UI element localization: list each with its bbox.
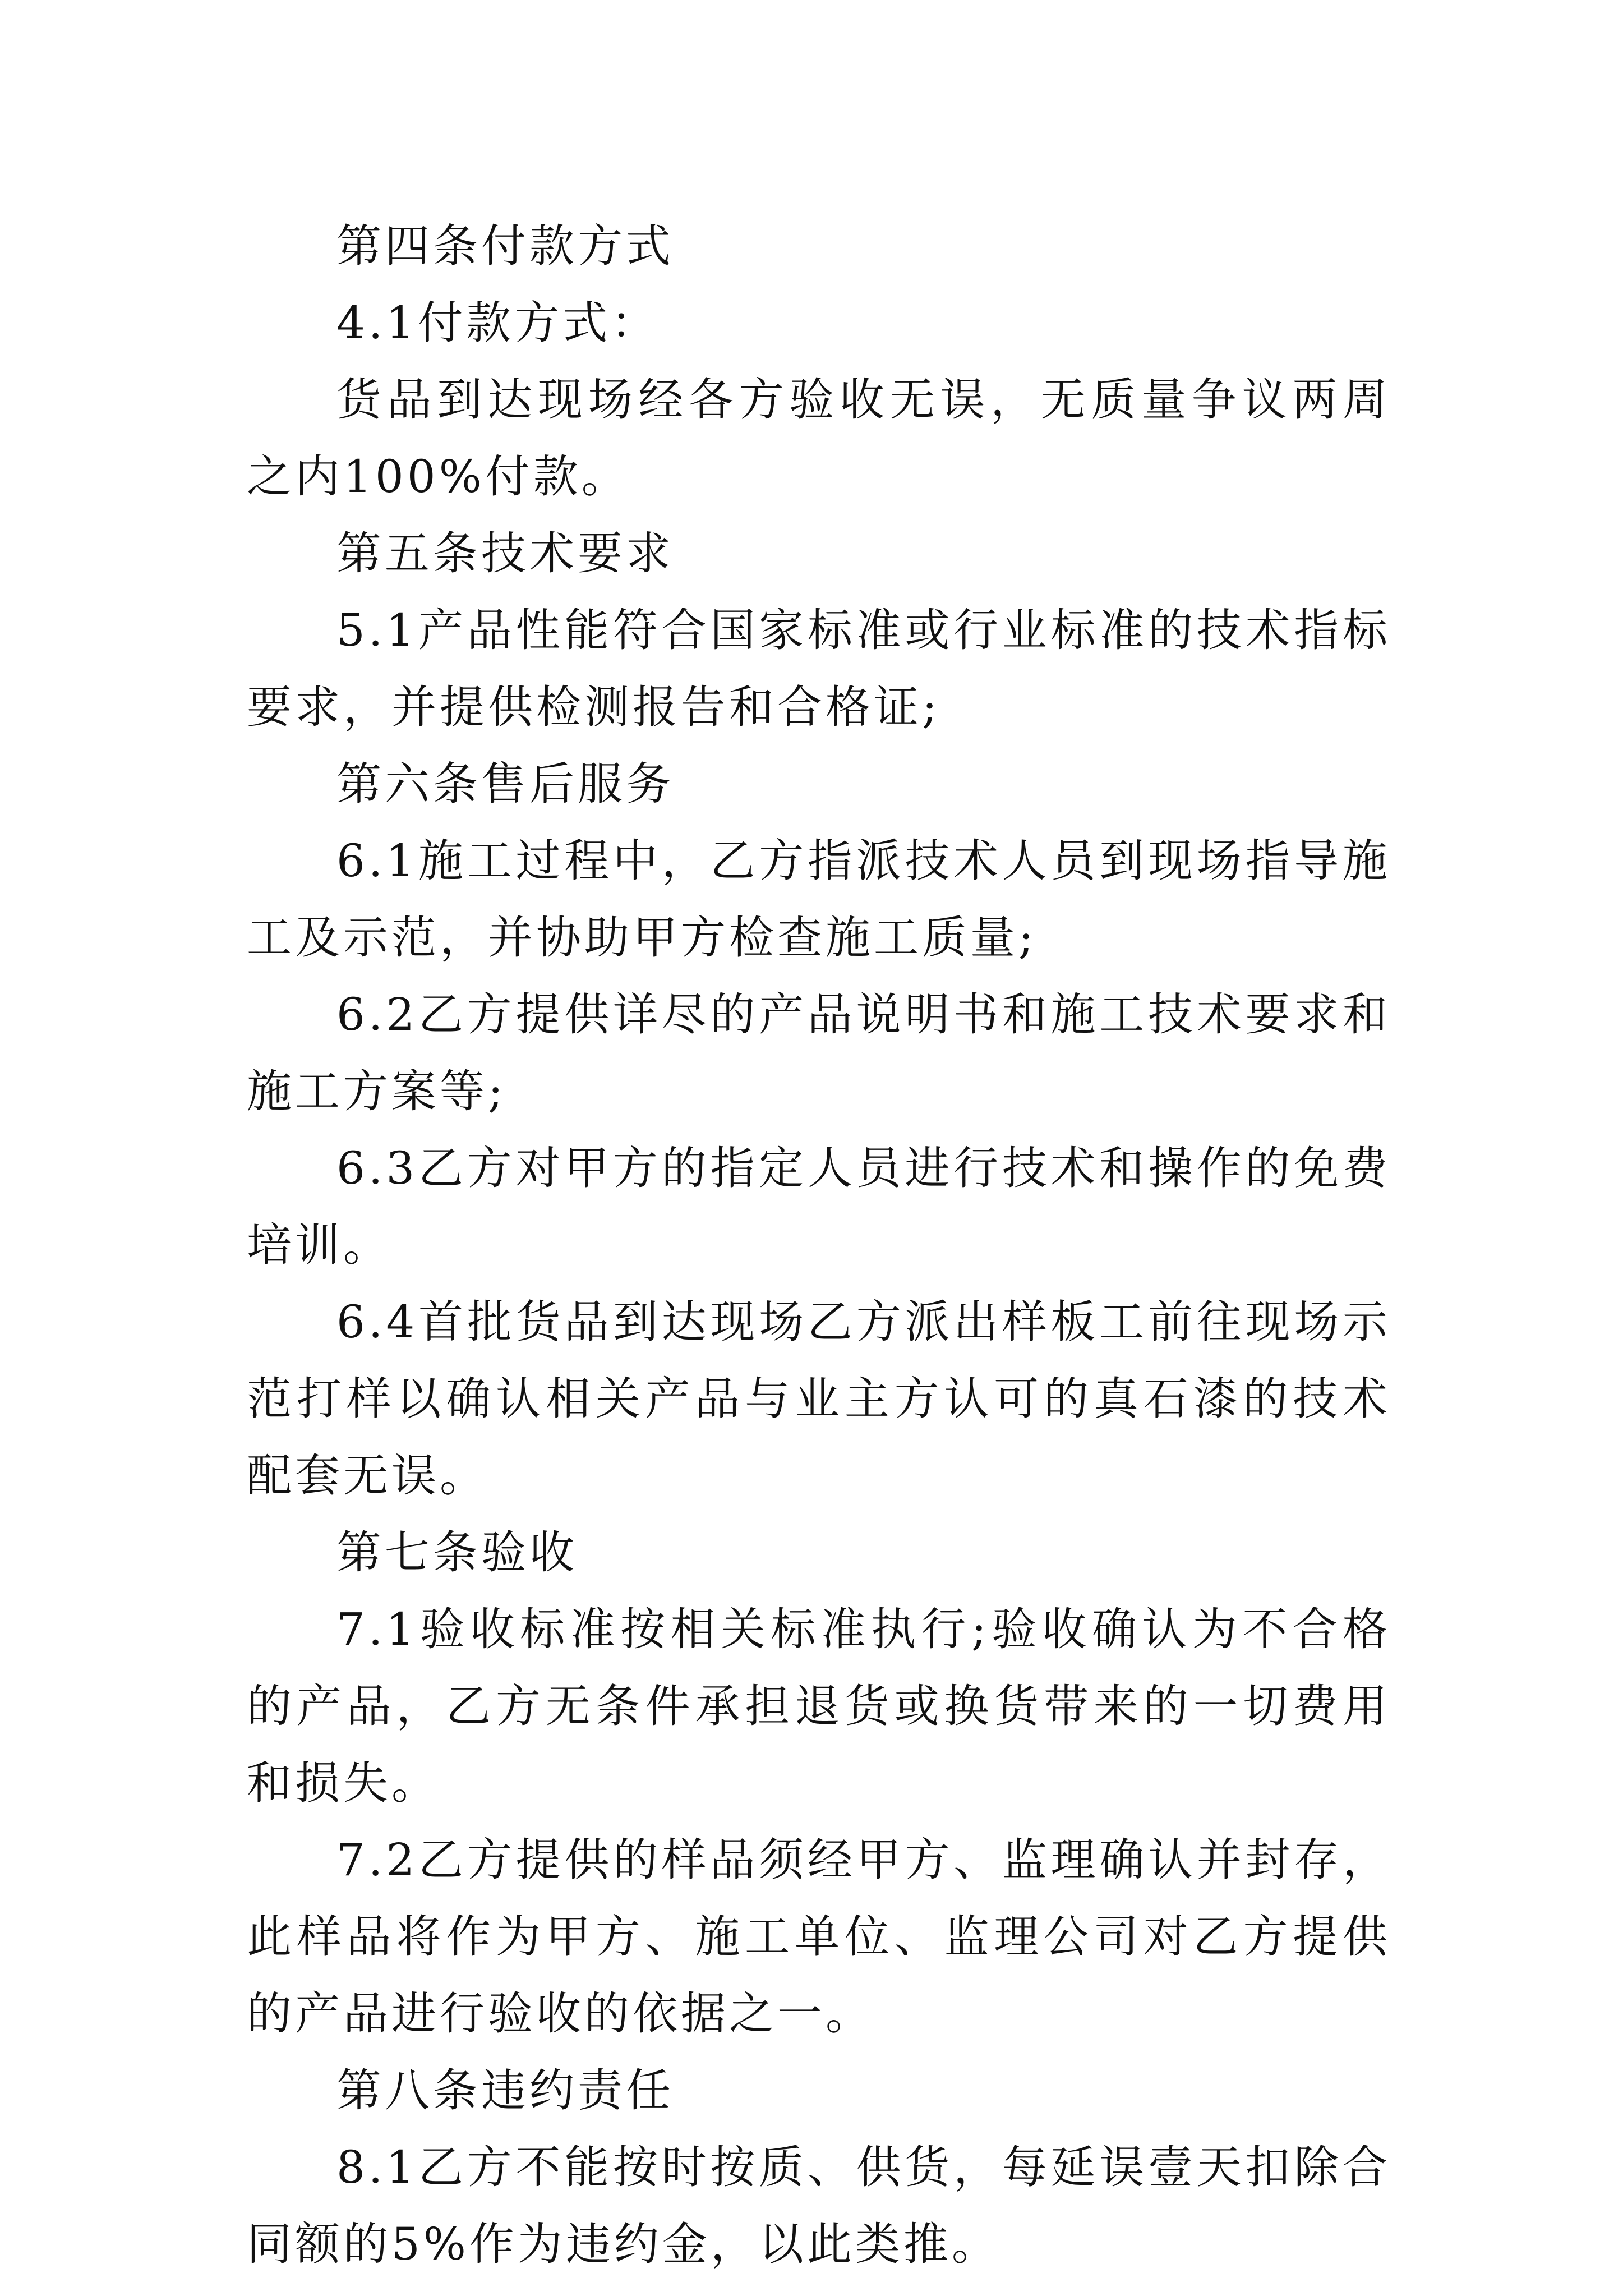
section-heading-4: 第四条付款方式 [336,220,674,272]
section-heading-6: 第六条售后服务 [336,758,674,810]
clause-6-1: 6.1施工过程中，乙方指派技术人员到现场指导施工及示范，并协助甲方检查施工质量; [247,835,1391,964]
clause-7-2: 7.2乙方提供的样品须经甲方、监理确认并封存，此样品将作为甲方、施工单位、监理公司对乙方提供的产品进行验收的依据之一。 [247,1834,1391,2040]
clause-4-1-label: 4.1付款方式： [336,297,660,349]
section-heading-8: 第八条违约责任 [336,2064,674,2116]
clause-4-1-text: 货品到达现场经各方验收无误，无质量争议两周之内100%付款。 [247,374,1391,503]
clause-5-1: 5.1产品性能符合国家标准或行业标准的技术指标要求，并提供检测报告和合格证; [247,604,1391,733]
clause-6-3: 6.3乙方对甲方的指定人员进行技术和操作的免费培训。 [247,1142,1391,1271]
clause-6-2: 6.2乙方提供详尽的产品说明书和施工技术要求和施工方案等; [247,988,1391,1117]
clause-6-4: 6.4首批货品到达现场乙方派出样板工前往现场示范打样以确认相关产品与业主方认可的真石漆的技术配套无误。 [247,1296,1391,1502]
clause-8-1: 8.1乙方不能按时按质、供货，每延误壹天扣除合同额的5%作为违约金，以此类推。 [247,2141,1391,2270]
section-heading-7: 第七条验收 [336,1526,578,1579]
section-heading-5: 第五条技术要求 [336,527,674,579]
clause-7-1: 7.1验收标准按相关标准执行;验收确认为不合格的产品，乙方无条件承担退货或换货带来的一切费用和损失。 [247,1603,1391,1809]
document-body [247,208,1391,2283]
